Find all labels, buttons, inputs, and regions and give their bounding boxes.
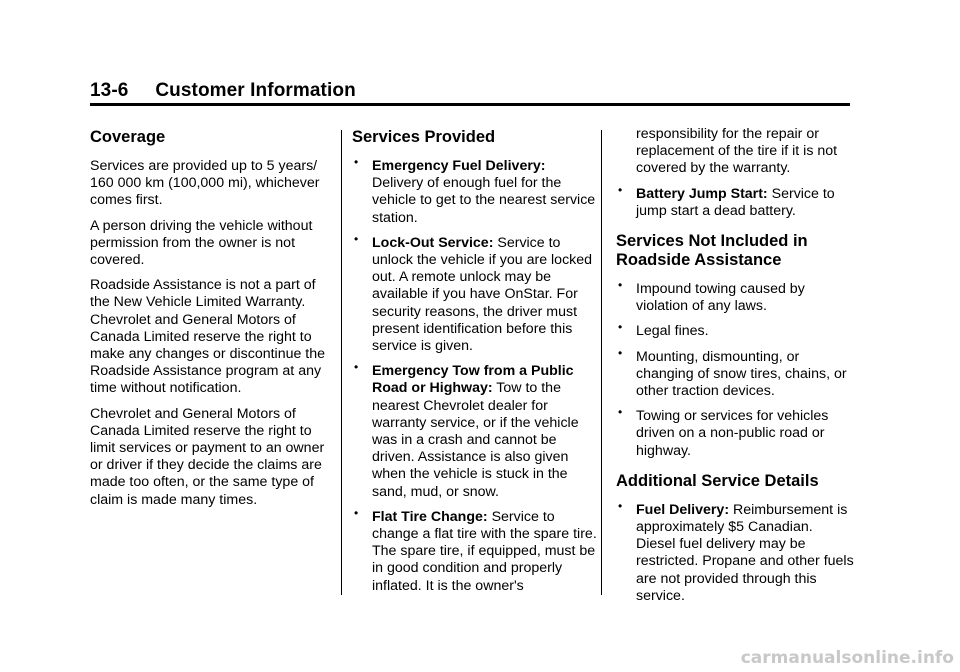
item-text: Service to change a flat tire with the spare tire. The spare tire, if equipped, must be in good condition and properly inflated. It is the owner's bbox=[372, 508, 597, 594]
header-rule bbox=[90, 103, 850, 106]
coverage-paragraph: Services are provided up to 5 years/ 160 000 km (100,000 mi), whichever comes first. bbox=[90, 158, 320, 209]
bullet-icon: • bbox=[354, 231, 359, 246]
list-item bbox=[352, 231, 598, 355]
bullet-icon: • bbox=[354, 505, 359, 520]
services-provided-list bbox=[352, 155, 598, 595]
item-text: Service to unlock the vehicle if you are locked out. A remote unlock may be available if you have OnStar. For security reasons, the driver must present identification before this service is given. bbox=[372, 234, 593, 355]
item-term: Fuel Delivery: bbox=[636, 501, 730, 518]
bullet-icon: • bbox=[618, 345, 623, 360]
item-term: Emergency Tow from a Public Road or Highway: bbox=[372, 363, 574, 397]
section-heading-not-included: Services Not Included in Roadside Assistance bbox=[616, 232, 808, 270]
continued-text: responsibility for the repair or replacement of the tire if it is not covered by the warranty. bbox=[636, 126, 838, 177]
section-heading-additional-details: Additional Service Details bbox=[616, 471, 819, 490]
coverage-paragraph: Roadside Assistance is not a part of the New Vehicle Limited Warranty. Chevrolet and General Motors of Canada Limited reserve the right to make any changes or discontinue the Roadside Assistance program at any time without notification. bbox=[90, 277, 326, 397]
item-text: Reimbursement is approximately $5 Canadian. Diesel fuel delivery may be restricted. Propane and other fuels are not provided through this service. bbox=[636, 501, 854, 604]
section-heading-services-provided: Services Provided bbox=[352, 128, 496, 146]
item-term: Emergency Fuel Delivery: bbox=[372, 158, 546, 174]
item-text: Impound towing caused by violation of any laws. bbox=[636, 281, 805, 315]
bullet-icon: • bbox=[354, 155, 359, 169]
list-item bbox=[616, 182, 856, 220]
bullet-icon: • bbox=[618, 405, 623, 420]
bullet-icon: • bbox=[618, 498, 623, 513]
item-text: Mounting, dismounting, or changing of snow tires, chains, or other traction devices. bbox=[636, 348, 847, 400]
additional-details-list bbox=[616, 498, 856, 605]
column-2 bbox=[352, 128, 598, 603]
section-heading-coverage: Coverage bbox=[90, 128, 166, 146]
item-text: Legal fines. bbox=[636, 323, 709, 340]
column-divider-1 bbox=[341, 130, 342, 595]
list-item bbox=[616, 320, 856, 340]
item-text: Towing or services for vehicles driven on a non-public road or highway. bbox=[636, 408, 829, 459]
list-item bbox=[616, 498, 856, 605]
not-included-list bbox=[616, 278, 856, 460]
item-text: Service to jump start a dead battery. bbox=[636, 185, 835, 219]
bullet-icon: • bbox=[354, 360, 359, 375]
watermark-logo: carmanualsonline.info bbox=[740, 648, 954, 668]
list-item bbox=[352, 155, 598, 227]
list-item bbox=[352, 360, 598, 501]
coverage-paragraph: Chevrolet and General Motors of Canada Limited reserve the right to limit services or payment to an owner or driver if they decide the claims are made too often, or the same type of claim is made many times. bbox=[90, 405, 325, 508]
item-term: Lock-Out Service: bbox=[372, 234, 494, 251]
list-item bbox=[616, 405, 856, 460]
coverage-paragraph: A person driving the vehicle without permission from the owner is not covered. bbox=[90, 217, 313, 269]
list-item bbox=[616, 278, 856, 315]
column-3 bbox=[616, 126, 856, 613]
services-provided-list-continued bbox=[616, 182, 856, 220]
item-text: Delivery of enough fuel for the vehicle to get to the nearest service station. bbox=[372, 175, 596, 226]
page-header-title: 13-6 Customer Information bbox=[90, 80, 356, 101]
item-text: Tow to the nearest Chevrolet dealer for warranty service, or if the vehicle was in a crash and cannot be driven. Assistance is also given when the vehicle is stuck in the sand, mud, or snow. bbox=[372, 380, 579, 500]
bullet-icon: • bbox=[618, 278, 623, 293]
item-term: Flat Tire Change: bbox=[372, 508, 488, 525]
bullet-icon: • bbox=[618, 320, 623, 335]
item-term: Battery Jump Start: bbox=[636, 185, 768, 202]
list-item bbox=[616, 345, 856, 401]
column-1 bbox=[90, 128, 336, 517]
bullet-icon: • bbox=[618, 182, 623, 197]
column-divider-2 bbox=[601, 130, 602, 595]
list-item bbox=[352, 505, 598, 595]
